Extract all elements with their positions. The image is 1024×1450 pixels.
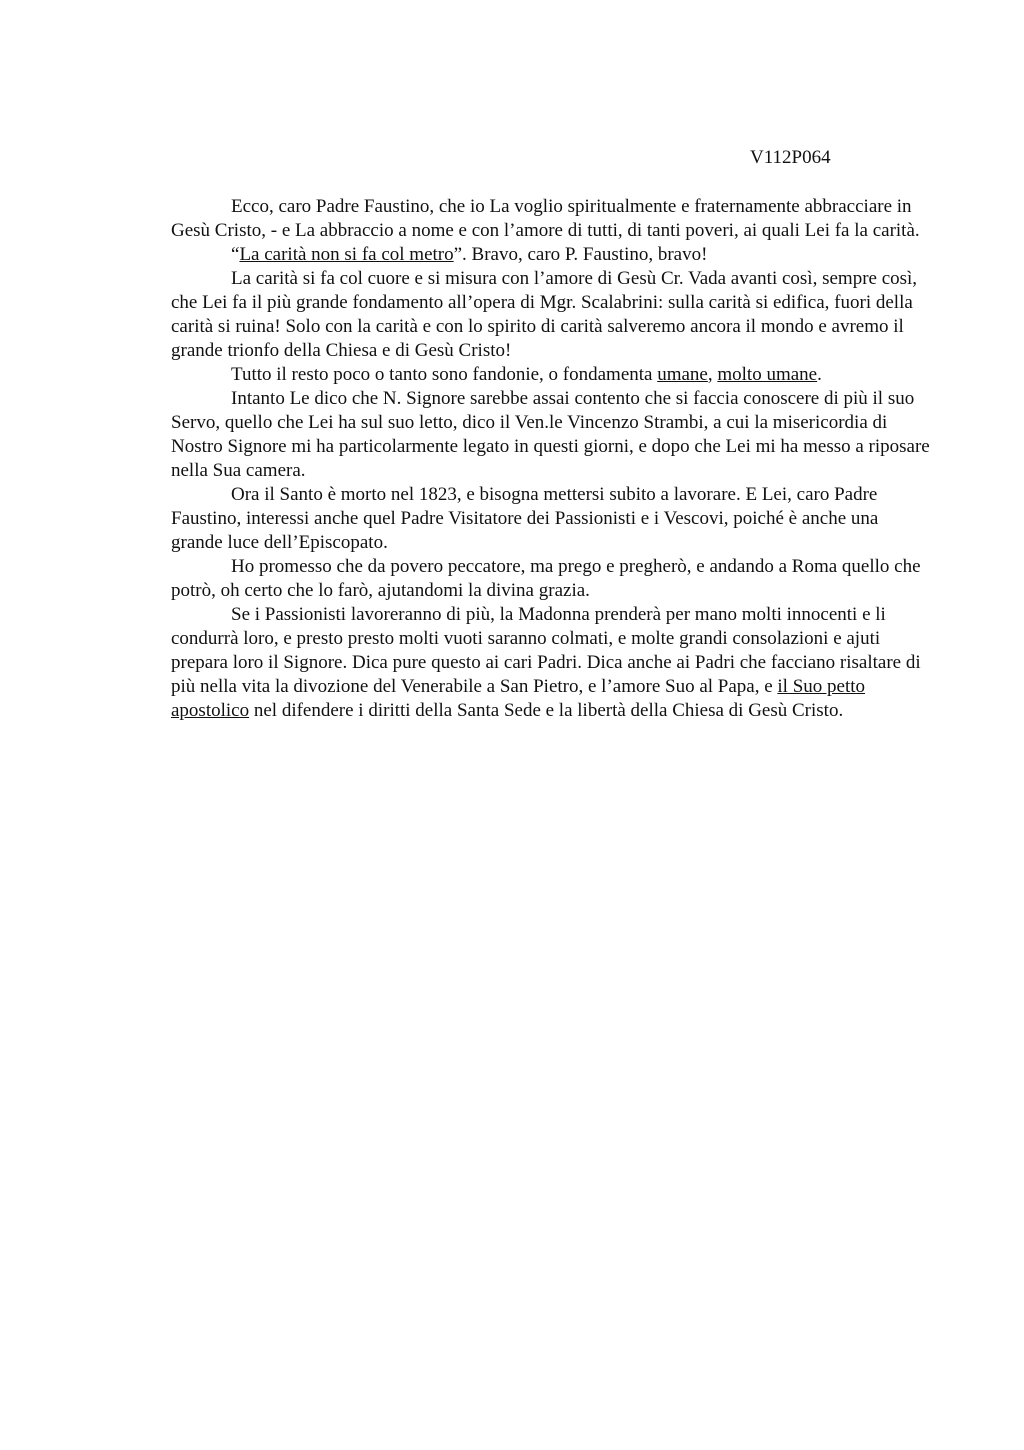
- text-segment: .: [817, 364, 822, 385]
- text-segment: nel difendere i diritti della Santa Sede e la libertà della Chiesa di Gesù Cristo.: [249, 700, 844, 721]
- text-segment: ,: [707, 364, 718, 385]
- paragraph-6: [171, 483, 931, 555]
- text-segment: Tutto il resto poco o tanto sono fandonie, o fondamenta: [231, 364, 658, 385]
- text-segment: Se i Passionisti lavoreranno di più, la Madonna prenderà per mano molti innocenti e li condurrà loro, e presto presto molti vuoti saranno colmati, e molte grandi consolazioni e ajuti prepara loro il Signore. Dica pure questo ai cari Padri. Dica anche ai Padri che facciano risaltare di più nella vita la divozione del Venerabile a San Pietro, e l’amore Suo al Papa, e: [171, 604, 921, 697]
- underlined-phrase: il Suo petto apostolico: [171, 676, 866, 721]
- text-segment: Ecco, caro Padre Faustino, che io La voglio spiritualmente e fraternamente abbracciare in Gesù Cristo, - e La abbraccio a nome e con l’amore di tutti, di tanti poveri, ai quali Lei fa la carità.: [171, 196, 920, 241]
- text-segment: Ora il Santo è morto nel 1823, e bisogna mettersi subito a lavorare. E Lei, caro Padre Faustino, interessi anche quel Padre Visitatore dei Passionisti e i Vescovi, poiché è anche una grande luce dell’Episcopato.: [171, 484, 879, 553]
- underlined-phrase: La carità non si fa col metro: [239, 244, 454, 265]
- letter-body: [171, 195, 931, 723]
- text-segment: La carità si fa col cuore e si misura con l’amore di Gesù Cr. Vada avanti così, sempre così, che Lei fa il più grande fondamento all’opera di Mgr. Scalabrini: sulla carità si edifica, fuori della carità si ruina! Solo con la carità e con lo spirito di carità salveremo ancora il mondo e avremo il grande trionfo della Chiesa e di Gesù Cristo!: [171, 268, 918, 361]
- paragraph-3: [171, 267, 931, 363]
- text-segment: Ho promesso che da povero peccatore, ma prego e pregherò, e andando a Roma quello che potrò, oh certo che lo farò, ajutandomi la divina grazia.: [171, 556, 921, 601]
- paragraph-4: [171, 363, 931, 387]
- text-segment: Intanto Le dico che N. Signore sarebbe assai contento che si faccia conoscere di più il suo Servo, quello che Lei ha sul suo letto, dico il Ven.le Vincenzo Strambi, a cui la misericordia di Nostro Signore mi ha particolarmente legato in questi giorni, e dopo che Lei mi ha messo a riposare nella Sua camera.: [171, 388, 930, 481]
- text-segment: ”. Bravo, caro P. Faustino, bravo!: [453, 244, 708, 265]
- underlined-phrase: molto umane: [717, 364, 818, 385]
- paragraph-1: [171, 195, 931, 243]
- underlined-phrase: umane: [657, 364, 708, 385]
- text-segment: “: [231, 244, 240, 265]
- paragraph-8: [171, 603, 931, 723]
- document-code: V112P064: [750, 147, 831, 168]
- paragraph-2: [171, 243, 931, 267]
- paragraph-7: [171, 555, 931, 603]
- paragraph-5: [171, 387, 931, 483]
